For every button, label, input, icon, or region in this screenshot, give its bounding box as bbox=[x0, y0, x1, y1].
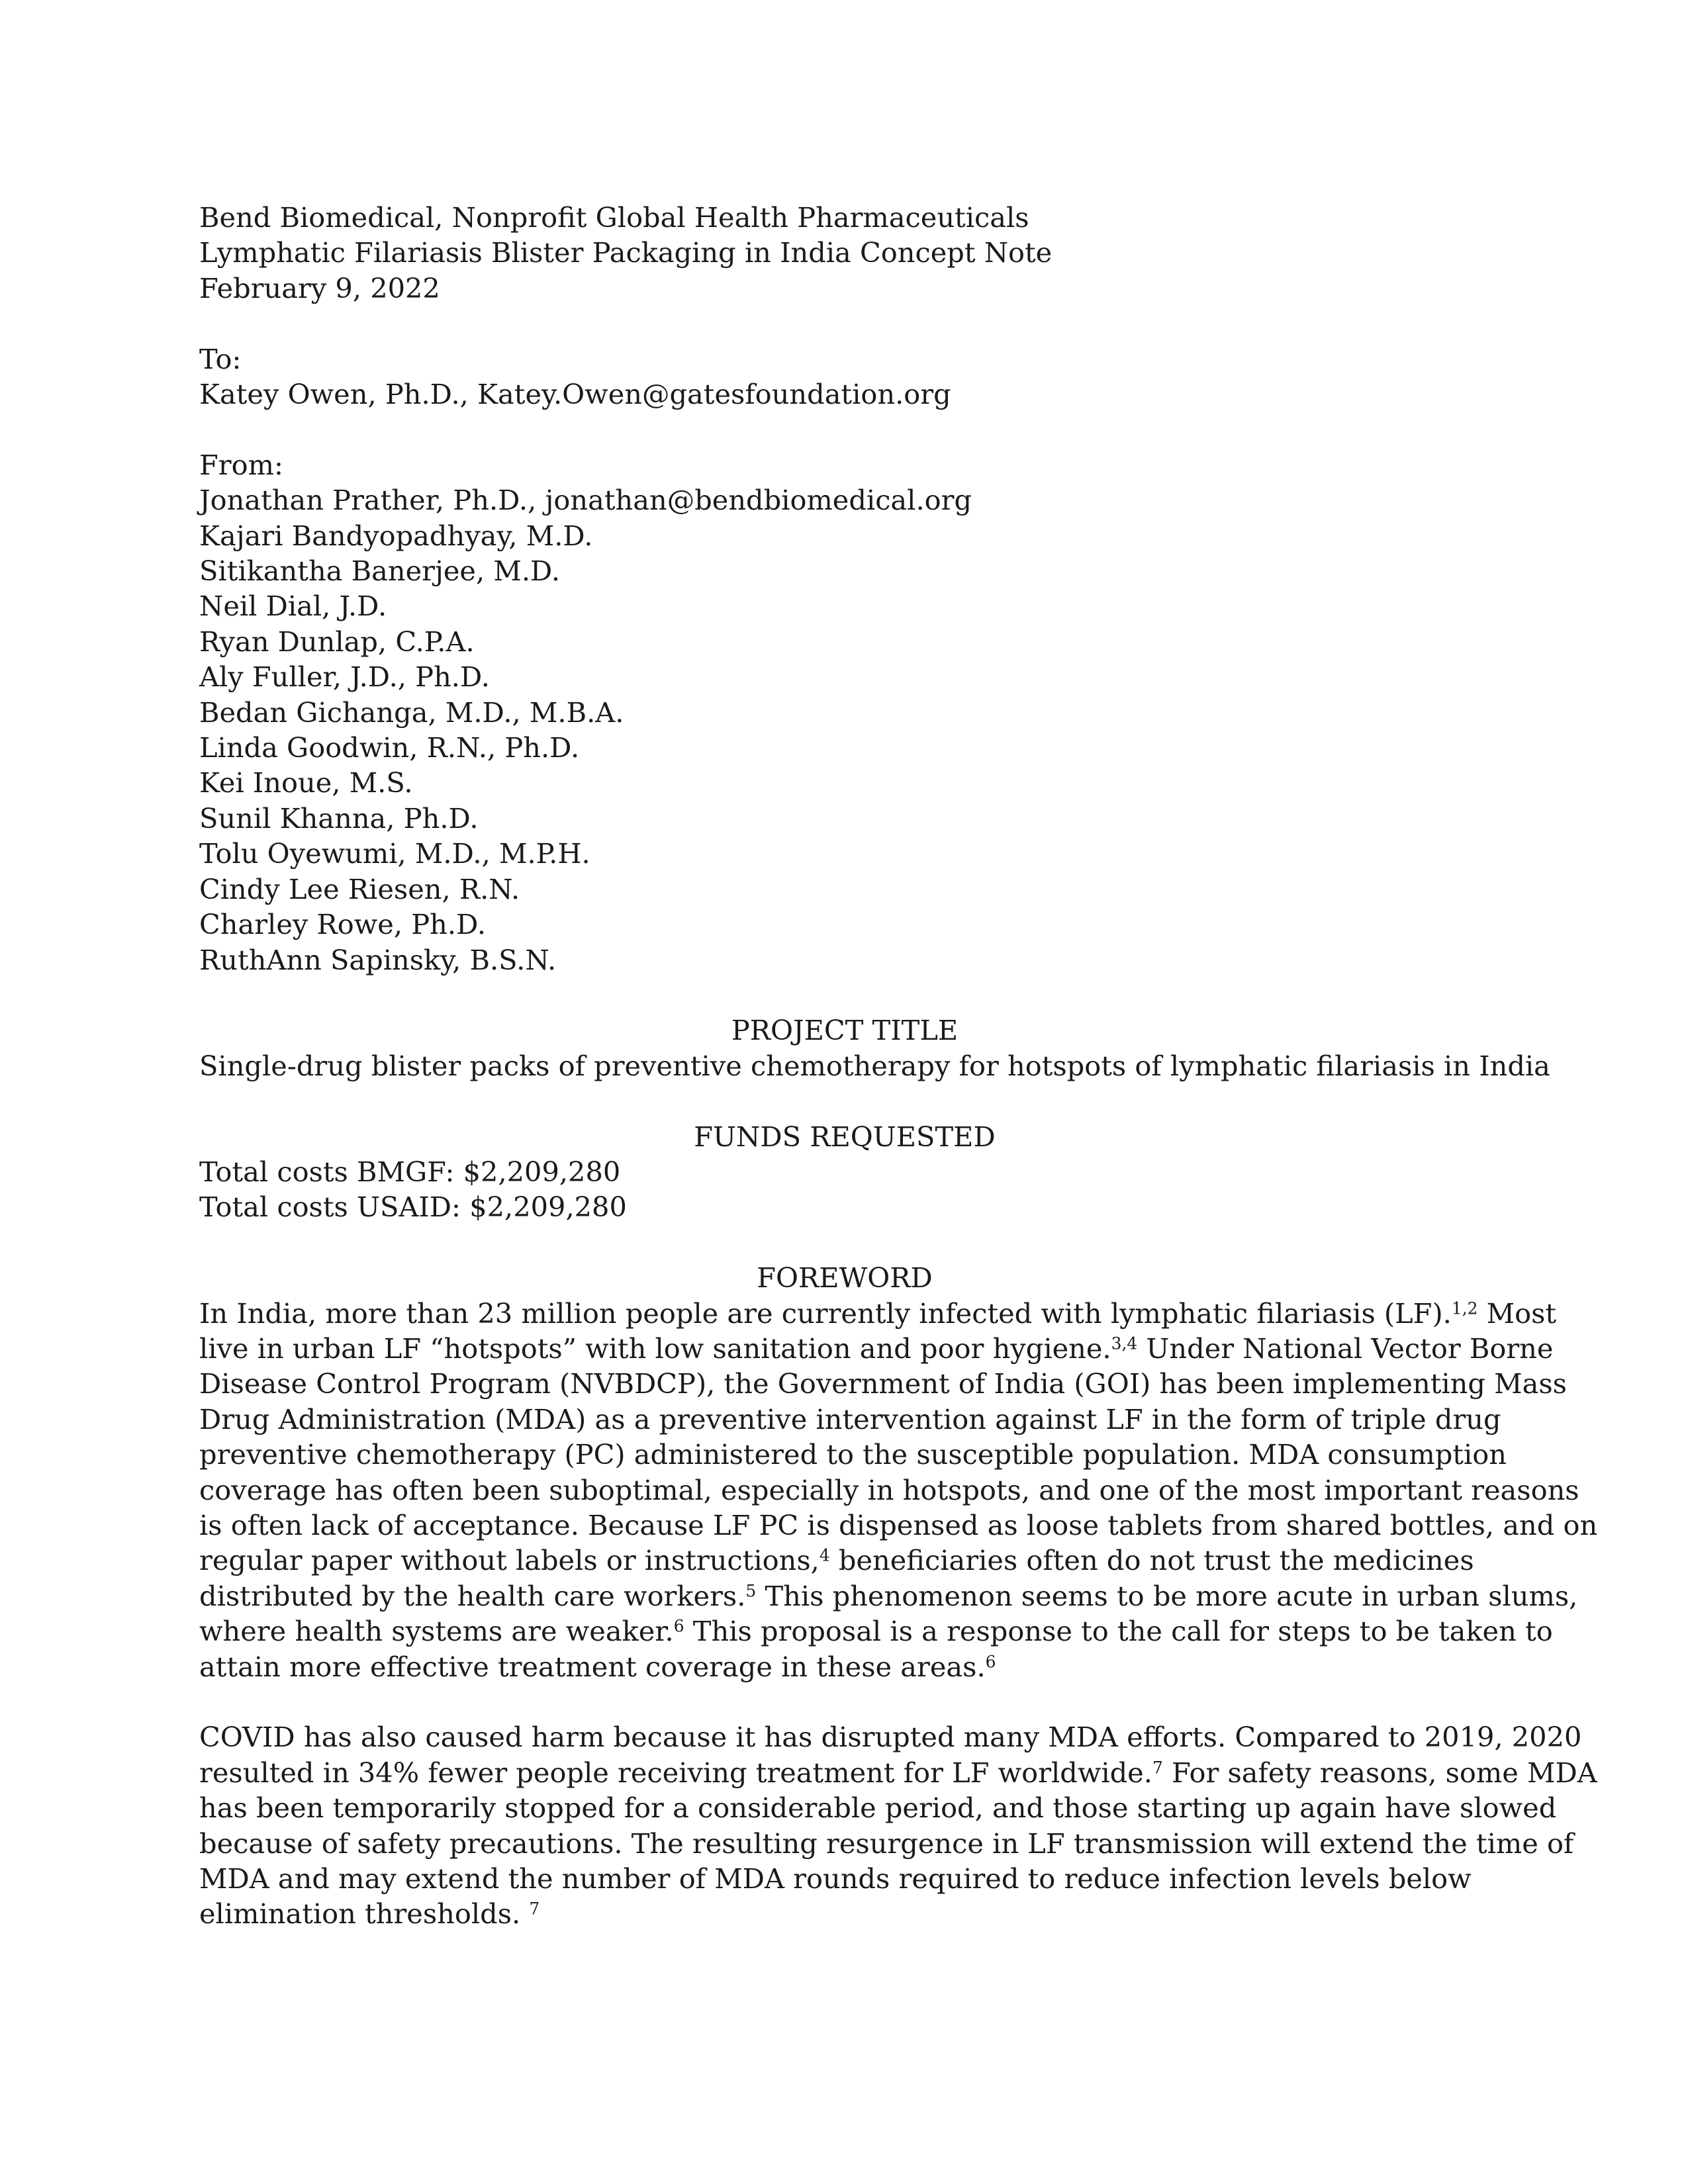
document-date: February 9, 2022 bbox=[199, 271, 440, 304]
text-run: Under National Vector Borne bbox=[1137, 1332, 1554, 1365]
text-run: This proposal is a response to the call for steps to be taken to bbox=[684, 1615, 1553, 1648]
sender-line: Cindy Lee Riesen, R.N. bbox=[199, 872, 520, 905]
paragraph-line bbox=[199, 1826, 1574, 1861]
sender-line: RuthAnn Sapinsky, B.S.N. bbox=[199, 943, 557, 976]
paragraph-line bbox=[199, 1578, 1578, 1614]
sender-line: Jonathan Prather, Ph.D., jonathan@bendbiomedical.org bbox=[199, 484, 972, 517]
text-run: COVID has also caused harm because it has disrupted many MDA efforts. Compared to 2019, 2020 bbox=[199, 1721, 1582, 1754]
text-run: live in urban LF “hotspots” with low sanitation and poor hygiene. bbox=[199, 1332, 1111, 1365]
citation-superscript: 7 bbox=[529, 1899, 540, 1919]
paragraph-line bbox=[199, 1508, 1598, 1543]
organization-line: Bend Biomedical, Nonprofit Global Health Pharmaceuticals bbox=[199, 201, 1029, 234]
sender-line: Kajari Bandyopadhyay, M.D. bbox=[199, 519, 593, 552]
sender-line: Charley Rowe, Ph.D. bbox=[199, 908, 487, 941]
paragraph-line bbox=[199, 1649, 1490, 1684]
to-label: To: bbox=[199, 342, 242, 375]
paragraph-line bbox=[199, 1790, 1557, 1825]
project-title-heading: PROJECT TITLE bbox=[731, 1014, 959, 1047]
sender-line: Linda Goodwin, R.N., Ph.D. bbox=[199, 731, 580, 764]
funds-heading: FUNDS REQUESTED bbox=[694, 1120, 996, 1153]
text-run: elimination thresholds. bbox=[199, 1897, 530, 1931]
text-run: resulted in 34% fewer people receiving treatment for LF worldwide. bbox=[199, 1756, 1152, 1789]
text-run: Drug Administration (MDA) as a preventive intervention against LF in the form of triple drug bbox=[199, 1402, 1501, 1435]
sender-line: Aly Fuller, J.D., Ph.D. bbox=[199, 660, 490, 694]
citation-superscript: 7 bbox=[1152, 1758, 1163, 1778]
document-title: Lymphatic Filariasis Blister Packaging in India Concept Note bbox=[199, 236, 1053, 269]
sender-line: Ryan Dunlap, C.P.A. bbox=[199, 625, 475, 658]
text-run: regular paper without labels or instructions, bbox=[199, 1544, 820, 1577]
sender-line: Sitikantha Banerjee, M.D. bbox=[199, 555, 561, 588]
text-run: Most bbox=[1477, 1297, 1557, 1330]
text-run: preventive chemotherapy (PC) administered to the susceptible population. MDA consumption bbox=[199, 1438, 1507, 1471]
text-run: In India, more than 23 million people are currently infected with lymphatic filariasis (LF). bbox=[199, 1297, 1452, 1330]
sender-line: Tolu Oyewumi, M.D., M.P.H. bbox=[199, 837, 590, 870]
text-run: MDA and may extend the number of MDA rounds required to reduce infection levels below bbox=[199, 1862, 1472, 1895]
sender-line: Sunil Khanna, Ph.D. bbox=[199, 801, 479, 835]
paragraph-line bbox=[199, 1402, 1501, 1437]
text-run: This phenomenon seems to be more acute in urban slums, bbox=[756, 1579, 1578, 1612]
paragraph-line bbox=[199, 1861, 1490, 1896]
paragraph-line bbox=[199, 1366, 1567, 1401]
citation-superscript: 4 bbox=[819, 1545, 830, 1565]
citation-superscript: 3,4 bbox=[1111, 1334, 1138, 1353]
text-run: is often lack of acceptance. Because LF PC is dispensed as loose tablets from shared bottles, and on bbox=[199, 1508, 1598, 1541]
recipient-line: Katey Owen, Ph.D., Katey.Owen@gatesfoundation.org bbox=[199, 378, 951, 411]
paragraph-line bbox=[199, 1296, 1557, 1331]
citation-superscript: 5 bbox=[745, 1581, 757, 1601]
foreword-heading: FOREWORD bbox=[757, 1261, 933, 1295]
from-label: From: bbox=[199, 448, 283, 481]
spacer bbox=[199, 1083, 1490, 1118]
sender-line: Bedan Gichanga, M.D., M.B.A. bbox=[199, 696, 624, 729]
paragraph-line bbox=[199, 1755, 1597, 1790]
project-title-text: Single-drug blister packs of preventive chemotherapy for hotspots of lymphatic filariasis in India bbox=[199, 1049, 1550, 1082]
paragraph-line bbox=[199, 1896, 1490, 1931]
paragraph-line bbox=[199, 1331, 1554, 1366]
paragraph-line bbox=[199, 1719, 1582, 1754]
text-run: because of safety precautions. The resulting resurgence in LF transmission will extend the time of bbox=[199, 1827, 1574, 1860]
foreword-paragraph bbox=[199, 1296, 1598, 1684]
text-run: coverage has often been suboptimal, especially in hotspots, and one of the most important reasons bbox=[199, 1473, 1579, 1506]
sender-line: Neil Dial, J.D. bbox=[199, 590, 387, 623]
text-run: where health systems are weaker. bbox=[199, 1615, 674, 1648]
document-page bbox=[199, 200, 1598, 1932]
citation-superscript: 1,2 bbox=[1451, 1298, 1478, 1318]
spacer bbox=[199, 1225, 1490, 1260]
citation-superscript: 6 bbox=[673, 1616, 684, 1636]
text-run: distributed by the health care workers. bbox=[199, 1579, 746, 1612]
paragraph-line bbox=[199, 1614, 1553, 1649]
citation-superscript: 6 bbox=[985, 1651, 996, 1671]
spacer bbox=[199, 306, 1490, 341]
spacer bbox=[199, 1684, 1490, 1719]
text-run: For safety reasons, some MDA bbox=[1162, 1756, 1597, 1789]
funds-bmgf: Total costs BMGF: $2,209,280 bbox=[199, 1155, 621, 1188]
paragraph-line bbox=[199, 1543, 1490, 1578]
foreword-paragraph bbox=[199, 1719, 1597, 1931]
text-run: has been temporarily stopped for a considerable period, and those starting up again have slowed bbox=[199, 1792, 1557, 1825]
text-run: Disease Control Program (NVBDCP), the Government of India (GOI) has been implementing Mass bbox=[199, 1367, 1567, 1400]
text-run: attain more effective treatment coverage in these areas. bbox=[199, 1650, 986, 1683]
paragraph-line bbox=[199, 1473, 1579, 1508]
paragraph-line bbox=[199, 1437, 1507, 1472]
text-run: beneficiaries often do not trust the medicines bbox=[829, 1544, 1474, 1577]
spacer bbox=[199, 412, 1490, 447]
funds-usaid: Total costs USAID: $2,209,280 bbox=[199, 1191, 627, 1224]
spacer bbox=[199, 978, 1490, 1013]
sender-line: Kei Inoue, M.S. bbox=[199, 766, 413, 799]
